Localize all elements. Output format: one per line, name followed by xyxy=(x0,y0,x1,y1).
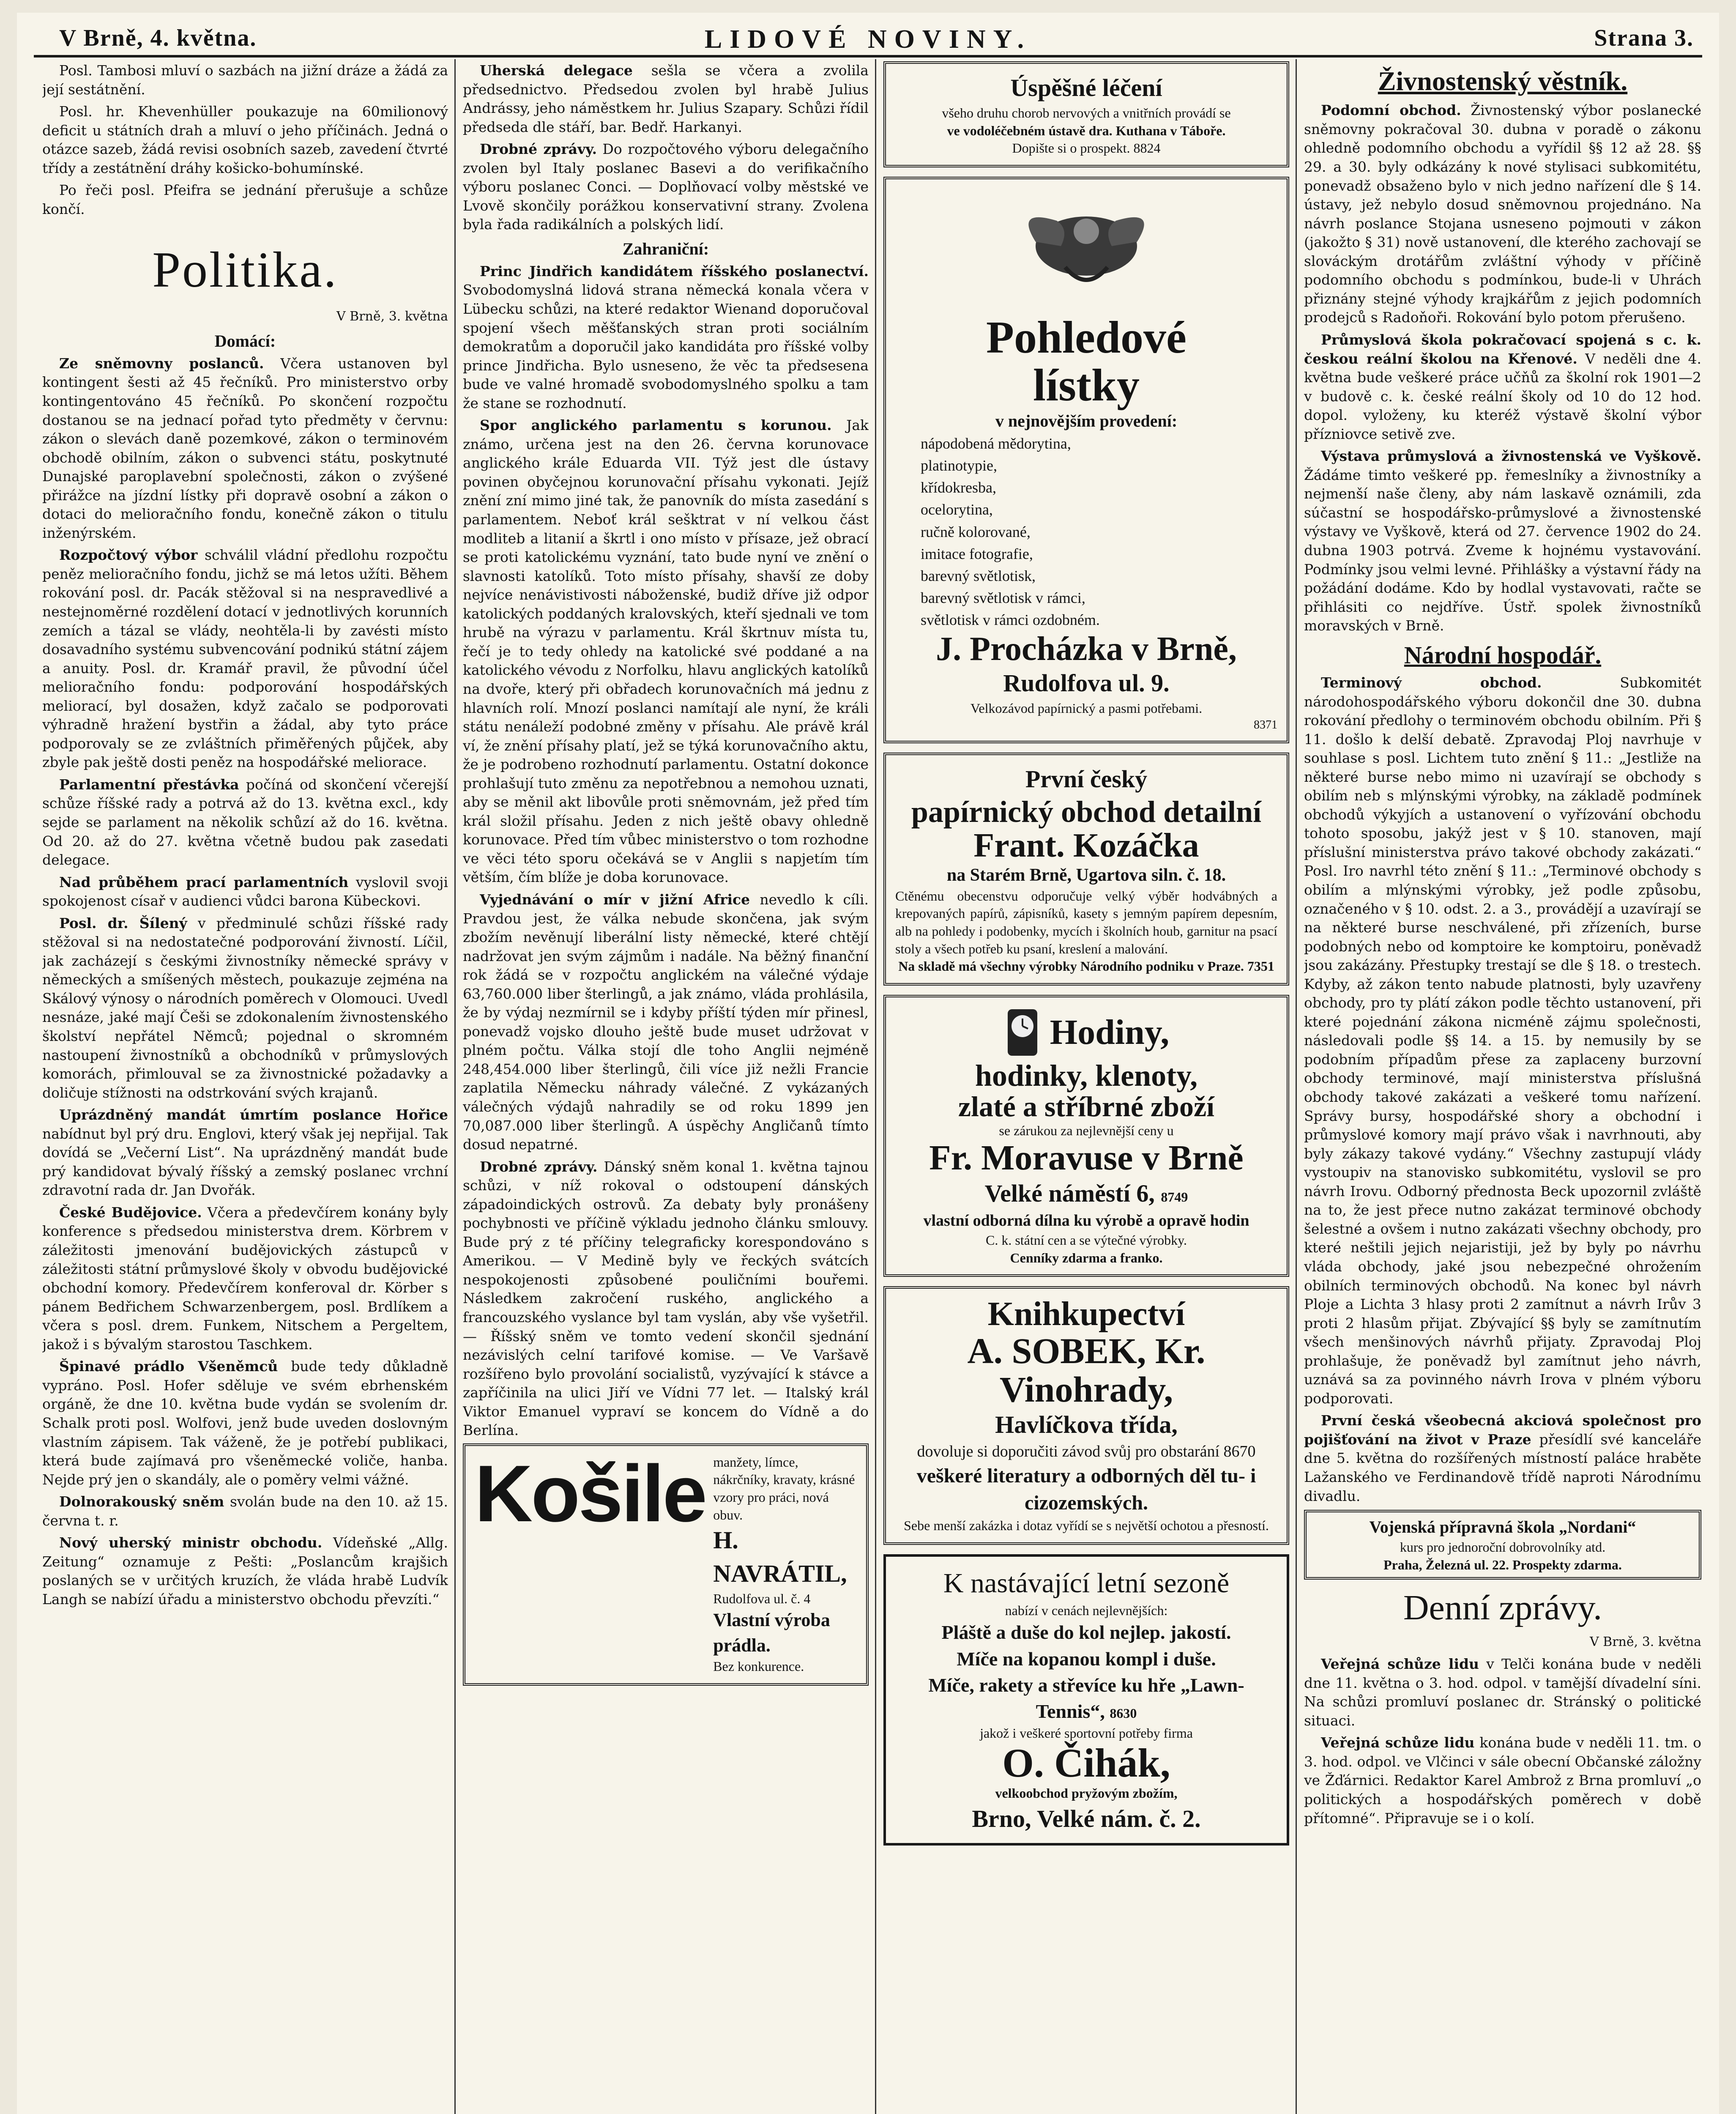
article-heading: Parlamentní přestávka xyxy=(59,776,239,793)
list-item: křídokresba, xyxy=(921,479,996,496)
column-4 xyxy=(1304,61,1701,2114)
ad-sports-firm: O. Čihák, xyxy=(1002,1740,1170,1786)
ad-shirt-line: Bez konkurence. xyxy=(713,1659,804,1674)
ad-bookshop-title: Knihkupectví xyxy=(987,1295,1185,1333)
ad-shirt-line: prádla. xyxy=(713,1635,771,1656)
header-masthead: LIDOVÉ NOVINY. xyxy=(704,25,1032,54)
column-rule xyxy=(454,59,456,2114)
advertisement-school xyxy=(1304,1510,1701,1580)
subsection-zahranicni: Zahraniční: xyxy=(622,239,709,258)
column-rule xyxy=(875,59,876,2114)
article-heading: Terminový obchod. xyxy=(1321,674,1542,691)
ad-shirt-items: manžety, límce, nákrčníky, kravaty, krásné vzory pro práci, nová obuv. xyxy=(713,1454,855,1523)
article-heading: Výstava průmyslová a živnostenská ve Vyškově. xyxy=(1321,448,1701,465)
ad-number: 8630 xyxy=(1110,1705,1137,1721)
ad-postcards-sub: v nejnovějším provedení: xyxy=(995,411,1178,430)
article-heading: Podomní obchod. xyxy=(1321,102,1461,119)
article-text: Subkomitét národohospodářského výboru dokončil dne 30. dubna rokování předlohy o terminovém obchodu obilním. Při § 11. došlo k delší debatě. Zpravodaj Ploj navrhuje v souhlase s posl. Lichtem tuto znění § 11.: „Jestliže na některé burse nebo mimo ni uzavírají se obchody s obilím neb s mlýnskými výrobky, na základě podmínek obchodů výkyjích a ustanovení o vyřízování obchodu tohoto sposobu, jakýž jest v § 10. stanoven, mají příslušní ministerstva právo takové obchody zakázati.“ Posl. Iro navrhl této znění § 11.: „Terminové obchody s obilím a mlýnskými výrobky, jež podle způsobu, označeného v § 10. odst. 2. a 3., provádějí a uzavírají se na některé burse neschválené, při zřízeních, burse podobných nebo od komptoire ke komptoiru, poněvadž jsou zakázány. Přestupky trestají se dle § 18. o trestech. Kdyby, až zákon tento nabude platnosti, byly uzavřeny obchody, pro ty plátí zákon podle těchto ustanovení, při které pojednání zákona nicméně zájmu společnosti, následovali podle §§ 14. a 15. by nemusily by se podobním případům přese za zaplaceny burzovní obchody terminové, mají ministerstva příslušná obchody takové zakázati a veškeré tomu nařízení. Správy bursy, hospodářské shory a obchodní i průmyslové komory mají právo však i navrhnouti, aby byly zákazy takové vydány.“ Všechny zastupují vlády vystoupiv na stanovisko subkomitétu, vyslovil se pro návrh Irovu. Odborný přednosta Beck upozornil zvláště na to, že jest přece nutno zakázat terminové obchody šelestné a ovšem i nutno zakázati všechny obchody, pro které neštili jejich nejaristiji, jež by byly po návrhu vláda obchody, jaké jsou nebezpečné ohrožením obilních terminových obchodů. Na konec byl návrh Ploje a Lichta 3 hlasy proti 2 zamítnut a návrh Irův 3 proti 2 hlasům přijat. Zbývající §§ byly se zamítnutím všech menšinových návrhů přijaty. Zpravodaj Ploj prohlašuje, že poněvadž byl zamítnut jeho návrh, uznává sa za povinného návrh Irova v plném výboru podporovati. xyxy=(1304,674,1701,1407)
ad-number: 8824 xyxy=(1133,140,1161,156)
list-item: barevný světlotisk v rámci, xyxy=(921,589,1085,607)
ad-number: 8371 xyxy=(1254,718,1277,732)
article-heading: První česká všeobecná akciová společnost pro pojišťování na život v Praze xyxy=(1304,1412,1701,1448)
ad-stationery-footer: Na skladě má všechny výrobky Národního podniku v Praze. 7351 xyxy=(898,958,1274,974)
article-text: přesídlí své kanceláře dne 5. května do rozšířených místností paláce hraběte Lažanského ve Ferdinandově třídě naproti Národnímu divadlu. xyxy=(1304,1431,1701,1504)
ad-clocks-firm: Fr. Moravuse v Brně xyxy=(929,1138,1244,1178)
ad-clocks-address: Velké náměstí 6, 8749 xyxy=(984,1179,1188,1207)
article-heading: Průmyslová škola pokračovací spojená s c. k. českou reální školou na Křenové. xyxy=(1304,331,1701,367)
advertisement-spa xyxy=(883,61,1289,167)
article-text: Živnostenský výbor poslanecké sněmovny pokračoval 30. dubna v poradě o zákonu ohledně podomního obchodu a vyřídil §§ 12 až 28. §§ 29. a 30. byly odkázány k nové stylisaci subkomitétu, ponevadž obsaženo bylo v nich jedno nařízení dle § 14. ústavy, jež nebylo dosud sněmovnou projednáno. Na návrh poslance Stojana usneseno pojmouti v zákon (jakožto § 31) nově ustanovení, dle kterého zachovají se slováckým drotářům zvláštní výhody v příčině podomního obchodu s podmínkou, bude-li v Uhrách přiznány stejné výhody krajkářům z jejich podomních prodejců s Radoňoři. Rokování bylo potom přerušeno. xyxy=(1304,102,1701,326)
article-text: v předminulé schůzi říšské rady stěžoval si na nedostatečné podporování živností. Líčil, jak zacházejí s českými živnostníky německé správy v německých a smíšených městech, poukazuje zejména na Skálový výnosy o národních poměrech v Olomouci. Uvedl nesnáze, jaké mají Češi se zdokonalením živnostenského školství nepřátel Němců; pojednal o skromném nastoupení živnostníků a obchodníků v průmyslových komorách, přimlouval se za živnostnické požadavky a doličuje stížnosti na odstrkování svých krajanů. xyxy=(42,915,448,1101)
column-2 xyxy=(463,61,869,2114)
article-heading: České Budějovice. xyxy=(59,1204,202,1221)
ad-sports-address: Brno, Velké nám. č. 2. xyxy=(972,1805,1201,1832)
ad-stationery-name: Frant. Kozáčka xyxy=(973,827,1199,865)
list-item: imitace fotografie, xyxy=(921,545,1033,562)
angel-illustration xyxy=(998,191,1175,301)
ad-stationery-headline: papírnický obchod detailní xyxy=(911,794,1262,829)
dateline: V Brně, 3. května xyxy=(1589,1634,1701,1649)
article-text: Do rozpočtového výboru delegačního zvolen byl Italy poslanec Basevi a do verifikačního výboru poslanec Conci. — Doplňovací volby městské ve Lvově skončily porážkou konservativní strany. Zvolena byla řada radikálních a polských lidí. xyxy=(463,141,869,233)
ad-bookshop-text: veškeré literatury a odborných děl tu- i cizozemských. xyxy=(916,1464,1256,1514)
article-heading: Dolnorakouský sněm xyxy=(59,1493,224,1510)
paragraph: Posl. Tambosi mluví o sazbách na jižní dráze a žádá za její sestátnění. xyxy=(42,62,448,98)
section-title-denni-zpravy: Denní zprávy. xyxy=(1403,1588,1602,1628)
ad-sports-sub: nabízí v cenách nejlevnějších: xyxy=(1005,1602,1168,1618)
ad-stationery-text: Ctěnému obecenstvu odporučuje velký výběr hodvábných a krepovaných papírů, zápisníků, kasety s jemným papírem depesním, alb na pohledy i podobenky, mycích i školních houb, garnitur na psací stoly a všech potřeb ku psaní, kreslení a malování. xyxy=(895,888,1277,956)
article-text: nabídnut byl prý dru. Englovi, který však jej nepřijal. Tak dovídá se „Večerní List“. Na uprázdněný mandát bude prý kandidovat bývalý říšský a zemský poslanec vrchní zdravotní rada dr. Jan Dvořák. xyxy=(42,1125,448,1199)
ad-spa-footer: Dopište si o prospekt. 8824 xyxy=(1012,140,1161,156)
paragraph: Posl. hr. Khevenhüller poukazuje na 60milionový deficit u státních drah a mluví o jeho příčinách. Jedná o otázce sazeb, žádá revisi osobních sazeb, zavedení čtvrté třídy a zestátnění dráhy košicko-bohumínské. xyxy=(42,103,448,176)
column-rule xyxy=(1296,59,1297,2114)
advertisement-clocks xyxy=(883,995,1289,1277)
section-title-zivnostensky: Živnostenský věstník. xyxy=(1378,66,1628,96)
article-text: V neděli dne 4. května bude veškeré práce učňů za školní rok 1901—2 v budově c. k. české reální školy od 10 do 12 hod. dopol. vyloženy, ku kteréž výstavě školní výbor přízniovce setivě zve. xyxy=(1304,350,1701,442)
page-header xyxy=(34,17,1702,58)
ad-bookshop-firm: A. SOBEK, Kr. Vinohrady, xyxy=(967,1331,1206,1410)
ad-spa-title: Úspěšné léčení xyxy=(1010,74,1162,101)
subsection-domaci: Domácí: xyxy=(214,331,276,351)
list-item: ocelorytina, xyxy=(921,501,993,518)
article-heading: Špinavé prádlo Všeněmců xyxy=(59,1358,278,1375)
advertisement-bookshop xyxy=(883,1286,1289,1544)
section-title-politika: Politika. xyxy=(152,241,338,298)
ad-school-title: Vojenská přípravná škola „Nordani“ xyxy=(1369,1517,1636,1537)
article-text: svolán bude na den 10. až 15. června t. r. xyxy=(42,1493,448,1529)
article-heading: Nový uherský ministr obchodu. xyxy=(59,1534,323,1551)
ad-school-address: Praha, Železná ul. 22. Prospekty zdarma. xyxy=(1383,1557,1622,1572)
article-heading: Uprázdněný mandát úmrtím poslance Hořice xyxy=(59,1106,448,1123)
article-heading: Rozpočtový výbor xyxy=(59,547,198,564)
list-item: platinotypie, xyxy=(921,457,997,474)
ad-clocks-line: Hodiny, xyxy=(1050,1012,1170,1052)
column-1 xyxy=(42,61,448,2114)
article-heading: Nad průběhem prací parlamentních xyxy=(59,874,349,890)
article-text: počíná od skončení včerejší schůze říšské rady a potrvá až do 13. května excl., kdy sejde se parlament na několik schůzí až do 16. května. Od 20. až do 27. května včetně budou pak zasedati delegace. xyxy=(42,776,448,868)
ad-clocks-line: Cenníky zdarma a franko. xyxy=(1010,1250,1163,1265)
ad-stationery-address: na Starém Brně, Ugartova siln. č. 18. xyxy=(946,865,1226,885)
article-text: sešla se včera a zvolila předsednictvo. Předsedou zvolen byl hrabě Julius Andrássy, jeho náměstkem hr. Julius Szapary. Schůzi řídil předseda dle stáří, bar. Bedř. Harkanyi. xyxy=(463,62,869,135)
article-text: Svobodomyslná lidová strana německá konala včera v Lübecku schůzi, na které redaktor Wienand doporučoval spojení všech měšťanských stran proti sociálním demokratům a doporučil jako kandidáta pro říšské volby prince Jindřicha. Bylo usneseno, že věc ta předsesena bude ve valné hromadě svobodomyslného spolku a tam že stane se rozhodnutí. xyxy=(463,282,869,411)
advertisement-shirts xyxy=(463,1443,869,1686)
ad-clocks-line: vlastní odborná dílna ku výrobě a opravě hodin xyxy=(923,1211,1249,1230)
ad-shirt-address: Rudolfova ul. č. 4 xyxy=(713,1591,811,1606)
list-item: barevný světlotisk, xyxy=(921,567,1036,584)
article-text: nevedlo k cíli. Pravdou jest, že válka nebude skončena, jak svým zbožím nevěnují liberální listy německé, které chtějí nadržovat jen svým zájmům i nadále. Na běžný finanční rok žádá se v rozpočtu anglickém na válečné výdaje 63,760.000 liber šterlingů, a jak známo, vláda prohlásila, že by výdaj nezmírnil se i kdyby příští týden mír přinesl, ponevadž vojsko dlouho ještě bude muset udržovat v plném počtu. Válka stojí dle toho Anglii nejméně 248,454.000 liber šterlingů, čili více již nežli Francie zaplatila Německu náhrady válečné. Z vykázaných válečných výdajů nahradily se od roku 1899 jen 70,087.000 liber šterlingů. A úspěchy Angličanů tímto dosud nepatrné. xyxy=(463,891,869,1153)
article-heading: Drobné zprávy. xyxy=(480,141,597,158)
ad-spa-place: ve vodoléčebném ústavě dra. Kuthana v Táboře. xyxy=(947,123,1226,138)
article-text: konána bude v neděli 11. tm. o 3. hod. odpol. ve Vlčinci v sále obecní Občanské záložny ve Žďárnici. Redaktor Karel Ambrož z Brna promluví „o politických a hospodářských poměrech v době přítomné“. Připravuje se i o kolí. xyxy=(1304,1734,1701,1826)
article-heading: Drobné zprávy. xyxy=(480,1158,598,1175)
ad-sports-line: velkoobchod pryžovým zbožím, xyxy=(995,1785,1178,1801)
article-text: schválil vládní předlohu rozpočtu peněz melioračního fondu, jichž se má letos užíti. Během rokování posl. dr. Pacák stěžoval si na nespravedlivé a nestejnoměrné rozdělení dotací v jednotlivých korunních zemích a tázal se vlády, neohtěla-li by zavésti místo dosavadního systému subvencování podnikú státní zájem a anuity. Posl. dr. Kramář pravil, že původní účel melioračního fondu: podporování hospodářských meliorací, byl dosažen, když začalo se podporovati výhradně hražení bystřin a žádal, aby tyto práce podporovaly se ze zvláštních přiměřených půjček, aby zbyle pak ještě dosti peněz na hospodářské meliorace. xyxy=(42,547,448,771)
ad-bookshop-footer: Sebe menší zakázka i dotaz vyřídí se s největší ochotou a přesností. xyxy=(904,1518,1269,1533)
ad-clocks-line: hodinky, klenoty, xyxy=(975,1058,1198,1093)
ad-spa-text: všeho druhu chorob nervových a vnitřních provádí se xyxy=(942,105,1231,121)
article-text: vyslovil svoji spokojenost císař v audienci vůdci barona Kübeckovi. xyxy=(42,874,448,909)
ad-number: 7351 xyxy=(1247,958,1274,974)
ad-postcards-headline: Pohledové xyxy=(986,312,1186,363)
article-text: bude tedy důkladně vypráno. Posl. Hofer sděluje ve svém ebrhenském orgáně, že dne 10. května bude vydán se svolením dr. Schalk proti posl. Wolfovi, jenž bude uveden doslovným vlastním zápisem. Tak váženě, že je potřebí publikaci, která bude zajímavá pro všeněmecké voliče, hanba. Nejde prý jen o skandály, ale o poměry velmi vážné. xyxy=(42,1358,448,1488)
list-item: světlotisk v rámci ozdobném. xyxy=(921,611,1100,629)
ad-sports-line: jakož i veškeré sportovní potřeby firma xyxy=(980,1725,1193,1741)
ad-clocks-line: C. k. státní cen a se výtečné výrobky. xyxy=(985,1232,1187,1248)
ad-number: 8749 xyxy=(1161,1189,1188,1205)
article-heading: Veřejná schůze lidu xyxy=(1321,1656,1479,1673)
list-item: nápodobená mědorytina, xyxy=(921,435,1071,452)
ad-shirt-line: Vlastní výroba xyxy=(713,1610,830,1631)
ad-postcards-headline: lístky xyxy=(1033,360,1140,411)
paragraph: Po řeči posl. Pfeifra se jednání přerušuje a schůze končí. xyxy=(42,182,448,217)
article-heading: Vyjednávání o mír v jižní Africe xyxy=(480,891,750,908)
header-page-number: Strana 3. xyxy=(1594,25,1694,51)
ad-postcards-address: Rudolfova ul. 9. xyxy=(1003,669,1170,697)
ad-postcards-footer: Velkozávod papírnický a pasmi potřebami. xyxy=(970,700,1203,716)
ad-postcards-firm: J. Procházka v Brně, xyxy=(936,630,1237,668)
article-heading: Ze sněmovny poslanců. xyxy=(59,355,264,372)
article-text: Jak známo, určena jest na den 26. června korunovace anglického krále Eduarda VII. Týž jest dle ústavy povinen obyčejnou korunovační přísahu vykonati. Jejíž znění zní mimo jiné tak, že panovník do místa zasedání s parlamentem. Neboť král sešktrat v ní velkou část modliteb a litanií a škrtl i ono místo v přísaze, jež obrací se proti katolickému vyznání, tato bude nyní ve znění o slavnosti katolíků. Toto místo přísahy, shavší ze doby nejvíce nenávistivosti náboženské, budiž dříve již odpor katolických poddaných kralovských, kteří sjednali ve tom hrubě na výrazu v parlamentu. Král škrtnuv místa tu, řečí je to tedy ohledy na katolické své poddané a na katolického vévodu z Norfolku, hlavu anglických katolíků na dvoře, který při obřadech korunovačních má jednu z hlavních rolí. Mnozí poslanci namítají ale nyní, že králi státu nenáleží podobné změny v přísahu. Ale právě král ví, že znění přísahy platí, jež se týká korunovačního aktu, že je podrobeno rozhodnutí parlamentu. Ostatní dokonce prohlašují tuto změnu za nepotřebnou a nemohou uznati, aby se měnil akt libovůle proti sněmovnám, jež před tím král složil přísahu. Jeden z nich ještě obavy ohledně korunovace. Před tím vůbec ministerstvo o tom rozhodne ve věci této sporu očekává se v Anglii s napjetím tím větším, čím blíže je doba korunovace. xyxy=(463,417,869,886)
ad-shirt-headline: Košile xyxy=(475,1449,706,1539)
article-heading: Uherská delegace xyxy=(480,62,633,79)
article-text: Dánský sněm konal 1. května tajnou schůzi, v níž rokoval o odstoupení dánských západoindických ostrovů. Za debaty byly pronášeny pochybnosti ve příčině výkladu jednoho článku smlouvy. Bude prý z té příčiny telegraficky korespondováno s Amerikou. — V Medině byly ve řeckých svátcích nespokojenosti způsobené pouličními bouřemi. Následkem zakročení ruského, anglického a francouzského vyslance byl tam vyslán, aby vše vyšetřil. — Říšský sněm ve tomto vedení skončil sjednání nezávislých celní tarifové komise. — Ve Varšavě rozšířeno bylo provolání socialistů, vyzývající k stávce a zapříčinila na ulici Jiří ve Vídni 77 let. — Italský král Viktor Emanuel vypraví se koncem do Vídně a do Berlína. xyxy=(463,1158,869,1439)
ad-sports-line: Míče na kopanou kompl i duše. xyxy=(957,1648,1216,1670)
header-date: V Brně, 4. května. xyxy=(59,25,257,51)
ad-clocks-line: se zárukou za nejlevnější ceny u xyxy=(999,1123,1174,1138)
list-item: ručně kolorované, xyxy=(921,523,1031,540)
article-text: Vídeňské „Allg. Zeitung“ oznamuje z Pešti: „Poslancům krajšich poslaných se v určitých kruzích, že vláda hrabě Ludvík Langh se nabízí úřadu a ministerstvo obchodu převzíti.“ xyxy=(42,1534,448,1607)
ad-sports-title: K nastávající letní sezoně xyxy=(943,1567,1230,1599)
ad-bookshop-street: Havlíčkova třída, xyxy=(995,1410,1178,1438)
ad-clocks-line: zlaté a stříbrné zboží xyxy=(958,1090,1215,1123)
article-heading: Princ Jindřich kandidátem říšského poslanectví. xyxy=(480,263,869,279)
ad-stationery-top: První český xyxy=(1025,765,1148,793)
ad-sports-line: Pláště a duše do kol nejlep. jakostí. xyxy=(941,1621,1231,1643)
article-text: Včera ustanoven byl kontingent šesti až 45 řečníků. Pro ministerstvo orby kontingentováno 45 řečníků. Po skončení rozpočtu dostanou se na jednací pořad tyto předměty v červnu: zákon o slevách daně pozemkové, zákon o terminovém obchodě obilním, zákon o subvenci státu, poskytnuté Dunajské paroplavební společnosti, zákon o zvýšené přirážce na jízdní lístky při dopravě osobní a zákon o dotaci do melioračního fondu, konečně zákon o titulu inženýrském. xyxy=(42,355,448,541)
article-heading: Posl. dr. Šílený xyxy=(59,915,187,931)
article-heading: Spor anglického parlamentu s korunou. xyxy=(480,417,832,434)
newspaper-page xyxy=(17,13,1719,2114)
ad-school-text: kurs pro jednoroční dobrovolníky atd. xyxy=(1400,1539,1606,1555)
section-title-narodni-hospodar: Národní hospodář. xyxy=(1404,641,1602,669)
article-text: Včera a předevčírem konány byly konference s předsedou ministerstva drem. Körbrem v záležitosti jmenování budějovických zástupců v záležitosti státní průmyslové školy v obvodu budějovické obchodní komory. Předevčírem konferoval dr. Körber s pánem Bedřichem Schwarzenbergem, posl. Brdlíkem a včera s posl. drem. Funkem, Nitschem a Pergeltem, jakož i s bývalým starostou Taschkem. xyxy=(42,1204,448,1353)
advertisement-postcards xyxy=(883,177,1289,743)
clock-icon xyxy=(1003,1005,1042,1060)
dateline: V Brně, 3. května xyxy=(336,309,448,324)
article-text: v Telči konána bude v neděli dne 11. května o 3. hod. odpol. v tamější dívadelní síni. Na schůzi promluví poslanec dr. Stránský o politické situaci. xyxy=(1304,1656,1701,1729)
column-3-ads xyxy=(883,61,1289,2114)
article-heading: Veřejná schůze lidu xyxy=(1321,1734,1475,1751)
ad-bookshop-text: dovoluje si doporučiti závod svůj pro obstarání 8670 xyxy=(917,1443,1256,1461)
ad-sports-line: Míče, rakety a střevíce ku hře „Lawn-Tennis“, 8630 xyxy=(928,1674,1244,1722)
advertisement-sports xyxy=(883,1554,1289,1846)
ad-number: 8670 xyxy=(1223,1443,1256,1461)
advertisement-stationery xyxy=(883,753,1289,986)
ad-shirt-maker: H. NAVRÁTIL, xyxy=(713,1526,847,1587)
article-text: Žádáme timto veškeré pp. řemeslníky a živnostníky a nejmenší naše členy, aby nám laskavě oznámili, zda súčastní se hospodářsko-průmyslové a živnostenské výstavy ve Vyškově, která od 27. července 1902 do 24. dubna 1903 potrvá. Zveme k hojnému vystavování. Podmínky jsou velmi levné. Přihlášky a výstavní řády na požádání dodáme. Kdo by hodlal vystavovati, račte se přihlásiti co nejdříve. Ústř. spolek živnostníků moravských v Brně. xyxy=(1304,466,1701,634)
